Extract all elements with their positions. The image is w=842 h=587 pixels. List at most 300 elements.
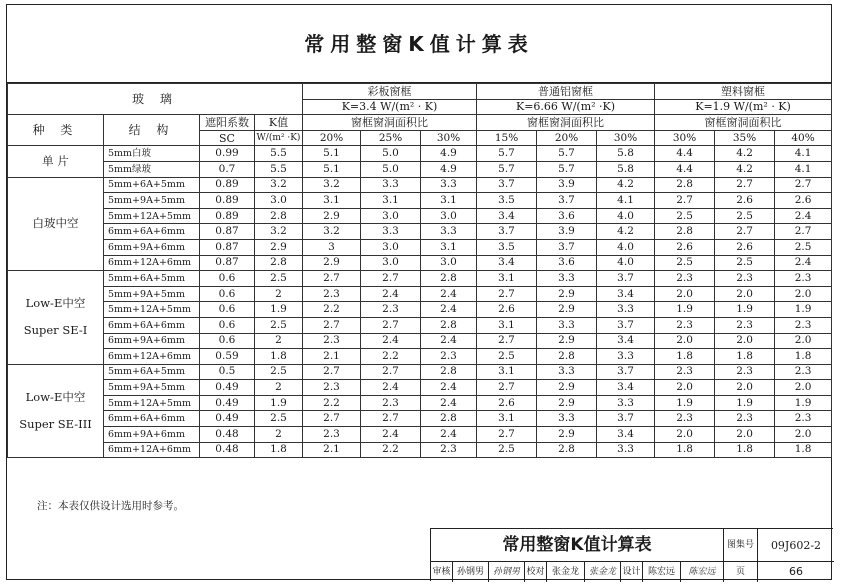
k-value-cell: 2.8 — [537, 349, 597, 365]
k-value-cell: 2.4 — [361, 427, 421, 443]
k-value-cell: 3.5 — [477, 193, 537, 209]
k-value-cell: 3.3 — [597, 349, 655, 365]
structure-cell: 5mm+12A+5mm — [104, 208, 200, 224]
k-value-cell: 3.3 — [597, 442, 655, 458]
structure-cell: 6mm+12A+6mm — [104, 255, 200, 271]
k-value-cell: 1.9 — [775, 395, 832, 411]
k-value-cell: 2.7 — [715, 177, 775, 193]
structure-cell: 6mm+6A+6mm — [104, 317, 200, 333]
k-value-cell: 3.1 — [361, 193, 421, 209]
k-value-cell: 1.8 — [715, 349, 775, 365]
ratio-cell: 30% — [655, 130, 715, 146]
k-value-cell: 1.8 — [715, 442, 775, 458]
structure-cell: 6mm+12A+6mm — [104, 442, 200, 458]
k-value-cell: 1.9 — [715, 395, 775, 411]
k-value-cell: 1.8 — [655, 349, 715, 365]
k-value-cell: 3.4 — [597, 333, 655, 349]
k-value-cell: 3.1 — [477, 317, 537, 333]
designer-signature: 陈宏远 — [681, 562, 724, 582]
k-value-cell: 2.7 — [655, 193, 715, 209]
glass-type-name: 白玻中空 — [32, 216, 79, 231]
k-value-cell: 2.0 — [775, 427, 832, 443]
k-value-cell: 2.6 — [477, 395, 537, 411]
k-value-cell: 2.7 — [477, 427, 537, 443]
structure-cell: 6mm+9A+6mm — [104, 333, 200, 349]
k-value-cell: 2.4 — [421, 427, 477, 443]
k-value-cell: 3.3 — [421, 224, 477, 240]
glass-type-subname: Super SE-III — [19, 416, 92, 431]
k-value-cell: 4.9 — [421, 146, 477, 162]
sc-cell: 0.89 — [200, 208, 255, 224]
title-block-title: 常用整窗K值计算表 — [431, 529, 724, 562]
type-header: 种 类 — [8, 115, 104, 146]
k-value-cell: 2.4 — [361, 380, 421, 396]
structure-cell: 5mm+9A+5mm — [104, 193, 200, 209]
k-cell: 2 — [255, 427, 303, 443]
glass-type-cell — [8, 364, 104, 458]
table-row — [8, 146, 832, 162]
k-value-cell: 3.3 — [537, 271, 597, 287]
sc-cell: 0.6 — [200, 271, 255, 287]
k-value-cell: 5.7 — [537, 161, 597, 177]
k-cell: 2.8 — [255, 255, 303, 271]
k-value-cell: 3.0 — [361, 255, 421, 271]
k-value-cell: 3.3 — [537, 364, 597, 380]
k-value-cell: 2.4 — [775, 208, 832, 224]
k-value-cell: 2.2 — [303, 395, 361, 411]
k-value-cell: 3.6 — [537, 208, 597, 224]
k-value-cell: 3.3 — [361, 224, 421, 240]
page-number: 66 — [789, 565, 803, 578]
k-value-cell: 3.7 — [597, 317, 655, 333]
k-value-cell: 3.4 — [477, 208, 537, 224]
k-value-cell: 3.1 — [477, 364, 537, 380]
structure-cell: 6mm+12A+6mm — [104, 349, 200, 365]
k-value-cell: 2.3 — [715, 411, 775, 427]
k-value-cell: 3.1 — [421, 239, 477, 255]
table-row — [8, 317, 832, 333]
sc-cell: 0.7 — [200, 161, 255, 177]
ratio-cell: 20% — [537, 130, 597, 146]
k-value-cell: 3.7 — [597, 271, 655, 287]
frame-k-aluminum: K=6.66 W/(m² ·K) — [477, 99, 655, 115]
k-value-cell: 2.3 — [715, 271, 775, 287]
table-row — [8, 302, 832, 318]
k-value-cell: 2.9 — [303, 208, 361, 224]
k-value-cell: 4.1 — [597, 193, 655, 209]
reviewer-name: 孙钢男 — [453, 562, 489, 582]
k-value-cell: 3.2 — [303, 224, 361, 240]
k-value-cell: 2.3 — [775, 317, 832, 333]
ratio-cell: 35% — [715, 130, 775, 146]
drawing-frame — [6, 4, 832, 580]
k-value-cell: 3.4 — [597, 286, 655, 302]
ratio-cell: 25% — [361, 130, 421, 146]
k-value-cell: 2.7 — [775, 177, 832, 193]
structure-cell: 6mm+9A+6mm — [104, 427, 200, 443]
k-value-cell: 2.3 — [303, 333, 361, 349]
table-row — [8, 349, 832, 365]
glass-type-cell — [8, 177, 104, 271]
k-cell: 1.9 — [255, 302, 303, 318]
k-label: K值 — [255, 115, 303, 131]
k-value-cell: 5.1 — [303, 146, 361, 162]
k-value-cell: 2.8 — [655, 224, 715, 240]
header-row-labels — [8, 115, 832, 131]
k-value-cell: 2.5 — [715, 208, 775, 224]
k-value-cell: 2.7 — [303, 364, 361, 380]
k-value-cell: 1.9 — [655, 395, 715, 411]
k-value-cell: 2.5 — [655, 255, 715, 271]
glass-header: 玻 璃 — [8, 84, 303, 115]
k-value-cell: 4.2 — [715, 146, 775, 162]
k-value-cell: 2.3 — [421, 442, 477, 458]
k-value-cell: 2.9 — [537, 380, 597, 396]
table-row — [8, 442, 832, 458]
k-value-cell: 2.9 — [537, 333, 597, 349]
k-value-cell: 3.4 — [597, 380, 655, 396]
table-row — [8, 177, 832, 193]
k-value-cell: 2.9 — [537, 395, 597, 411]
structure-cell: 5mm白玻 — [104, 146, 200, 162]
ratio-cell: 40% — [775, 130, 832, 146]
k-value-cell: 3.6 — [537, 255, 597, 271]
glass-type-name: 单 片 — [42, 153, 69, 168]
reviewer-signature: 孙钢男 — [489, 562, 525, 582]
check-label: 校对 — [525, 562, 547, 582]
sc-cell: 0.6 — [200, 317, 255, 333]
k-value-cell: 2.4 — [775, 255, 832, 271]
k-value-cell: 3.1 — [303, 193, 361, 209]
k-value-cell: 2.9 — [537, 302, 597, 318]
k-value-cell: 1.9 — [655, 302, 715, 318]
k-value-cell: 4.0 — [597, 239, 655, 255]
k-value-cell: 5.7 — [477, 146, 537, 162]
k-cell: 5.5 — [255, 161, 303, 177]
k-value-cell: 2.9 — [537, 427, 597, 443]
k-value-cell: 2.3 — [775, 364, 832, 380]
review-label: 审核 — [431, 562, 453, 582]
designer-name: 陈宏远 — [643, 562, 681, 582]
k-value-cell: 2.3 — [303, 427, 361, 443]
glass-type-subname: Super SE-I — [23, 323, 88, 338]
k-cell: 1.8 — [255, 442, 303, 458]
sc-cell: 0.49 — [200, 411, 255, 427]
k-value-cell: 3.5 — [477, 239, 537, 255]
k-value-cell: 4.9 — [421, 161, 477, 177]
k-value-cell: 4.4 — [655, 161, 715, 177]
k-cell: 2 — [255, 333, 303, 349]
sc-cell: 0.89 — [200, 177, 255, 193]
table-row — [8, 208, 832, 224]
table-row — [8, 255, 832, 271]
k-cell: 2.5 — [255, 271, 303, 287]
ratio-cell: 30% — [597, 130, 655, 146]
header-row-frames — [8, 84, 832, 100]
k-value-cell: 5.8 — [597, 161, 655, 177]
k-value-cell: 1.9 — [775, 302, 832, 318]
k-value-cell: 3.3 — [597, 395, 655, 411]
k-value-cell: 2.4 — [361, 286, 421, 302]
k-value-cell: 3.3 — [361, 177, 421, 193]
footnote: 注：本表仅供设计选用时参考。 — [37, 500, 184, 512]
k-value-cell: 2.9 — [537, 286, 597, 302]
table-row — [8, 239, 832, 255]
ratio-cell: 30% — [421, 130, 477, 146]
k-cell: 2.5 — [255, 364, 303, 380]
k-value-cell: 2.3 — [655, 271, 715, 287]
k-value-cell: 4.1 — [775, 161, 832, 177]
table-row — [8, 224, 832, 240]
checker-name: 张金龙 — [547, 562, 585, 582]
ratio-label: 窗框窗洞面积比 — [655, 115, 832, 131]
table-row — [8, 395, 832, 411]
k-value-cell: 2.2 — [361, 349, 421, 365]
k-value-cell: 2.4 — [421, 395, 477, 411]
atlas-number: 09J602-2 — [758, 529, 834, 562]
k-value-cell: 2.3 — [303, 380, 361, 396]
sc-cell: 0.6 — [200, 302, 255, 318]
k-value-cell: 2.7 — [303, 411, 361, 427]
k-value-cell: 3.3 — [537, 317, 597, 333]
sc-label: 遮阳系数 — [200, 115, 255, 131]
k-value-cell: 4.4 — [655, 146, 715, 162]
k-value-cell: 2.7 — [361, 271, 421, 287]
glass-type-cell — [8, 146, 104, 177]
k-value-cell: 3.7 — [477, 177, 537, 193]
k-value-cell: 4.2 — [715, 161, 775, 177]
k-value-cell: 2.6 — [477, 302, 537, 318]
k-value-cell: 2.2 — [361, 442, 421, 458]
k-value-cell: 2.2 — [303, 302, 361, 318]
k-value-cell: 2.8 — [421, 271, 477, 287]
structure-cell: 5mm+12A+5mm — [104, 302, 200, 318]
k-value-cell: 3.7 — [537, 193, 597, 209]
table-row — [8, 364, 832, 380]
k-value-cell: 3.7 — [537, 239, 597, 255]
k-unit: W/(m² ·K) — [255, 130, 303, 146]
k-value-cell: 2.5 — [715, 255, 775, 271]
k-value-cell: 1.8 — [655, 442, 715, 458]
k-value-cell: 2.7 — [303, 271, 361, 287]
k-value-cell: 2.5 — [775, 239, 832, 255]
k-value-cell: 2.4 — [361, 333, 421, 349]
frame-name-plastic: 塑料窗框 — [655, 84, 832, 100]
k-value-cell: 3.0 — [361, 208, 421, 224]
k-value-cell: 3.9 — [537, 177, 597, 193]
k-value-cell: 3.9 — [537, 224, 597, 240]
structure-cell: 5mm+6A+5mm — [104, 364, 200, 380]
k-value-cell: 3.2 — [303, 177, 361, 193]
k-value-cell: 2.0 — [775, 333, 832, 349]
k-value-cell: 3.7 — [597, 364, 655, 380]
sc-cell: 0.87 — [200, 255, 255, 271]
k-value-cell: 1.8 — [775, 349, 832, 365]
checker-signature: 张金龙 — [585, 562, 621, 582]
k-value-cell: 5.1 — [303, 161, 361, 177]
title-block-signatures — [431, 562, 834, 582]
k-cell: 3.2 — [255, 224, 303, 240]
k-cell: 1.8 — [255, 349, 303, 365]
frame-name-aluminum: 普通铝窗框 — [477, 84, 655, 100]
k-value-cell: 4.2 — [597, 224, 655, 240]
k-value-cell: 2.5 — [477, 349, 537, 365]
k-value-cell: 2.3 — [361, 302, 421, 318]
table-row — [8, 411, 832, 427]
frame-k-plastic: K=1.9 W/(m² · K) — [655, 99, 832, 115]
frame-name-color-steel: 彩板窗框 — [303, 84, 477, 100]
structure-cell: 5mm+6A+5mm — [104, 177, 200, 193]
table-row — [8, 333, 832, 349]
k-value-cell: 2.3 — [655, 317, 715, 333]
k-value-cell: 2.0 — [715, 380, 775, 396]
k-value-cell: 4.0 — [597, 208, 655, 224]
ratio-label: 窗框窗洞面积比 — [303, 115, 477, 131]
k-cell: 2 — [255, 380, 303, 396]
k-cell: 2.5 — [255, 317, 303, 333]
title-block — [430, 528, 833, 581]
k-cell: 2 — [255, 286, 303, 302]
sc-cell: 0.48 — [200, 427, 255, 443]
page-title: 常用整窗K值计算表 — [7, 5, 831, 83]
k-value-cell: 2.3 — [421, 349, 477, 365]
k-value-cell: 2.7 — [477, 286, 537, 302]
structure-cell: 6mm+6A+6mm — [104, 224, 200, 240]
k-value-cell: 2.7 — [361, 317, 421, 333]
k-value-cell: 2.3 — [655, 364, 715, 380]
k-value-cell: 3.0 — [421, 255, 477, 271]
k-value-cell: 2.8 — [655, 177, 715, 193]
sc-cell: 0.5 — [200, 364, 255, 380]
atlas-label: 图集号 — [724, 529, 758, 562]
sc-cell: 0.87 — [200, 224, 255, 240]
k-value-cell: 3.4 — [597, 427, 655, 443]
sc-cell: 0.6 — [200, 333, 255, 349]
k-value-cell: 2.7 — [361, 411, 421, 427]
k-value-cell: 3.3 — [597, 302, 655, 318]
k-cell: 2.5 — [255, 411, 303, 427]
k-value-cell: 2.0 — [775, 380, 832, 396]
k-value-cell: 3.3 — [537, 411, 597, 427]
k-value-cell: 2.0 — [655, 286, 715, 302]
k-value-cell: 3.3 — [421, 177, 477, 193]
k-value-cell: 2.0 — [775, 286, 832, 302]
sc-cell: 0.59 — [200, 349, 255, 365]
structure-cell: 5mm+12A+5mm — [104, 395, 200, 411]
k-cell: 1.9 — [255, 395, 303, 411]
table-row — [8, 161, 832, 177]
k-value-cell: 2.8 — [537, 442, 597, 458]
k-value-cell: 2.9 — [303, 255, 361, 271]
k-value-cell: 2.3 — [715, 317, 775, 333]
k-value-cell: 2.7 — [775, 224, 832, 240]
k-value-cell: 2.1 — [303, 349, 361, 365]
structure-cell: 6mm+9A+6mm — [104, 239, 200, 255]
k-value-cell: 2.8 — [421, 364, 477, 380]
k-value-cell: 2.6 — [775, 193, 832, 209]
table-row — [8, 286, 832, 302]
k-value-cell: 2.3 — [715, 364, 775, 380]
k-value-cell: 3.1 — [477, 411, 537, 427]
ratio-cell: 15% — [477, 130, 537, 146]
k-value-cell: 2.0 — [715, 333, 775, 349]
k-value-cell: 1.8 — [775, 442, 832, 458]
design-label: 设计 — [621, 562, 643, 582]
k-value-cell: 2.8 — [421, 317, 477, 333]
k-value-cell: 2.4 — [421, 302, 477, 318]
k-value-cell: 3.7 — [597, 411, 655, 427]
structure-cell: 5mm绿玻 — [104, 161, 200, 177]
k-value-cell: 2.3 — [361, 395, 421, 411]
k-value-cell: 2.1 — [303, 442, 361, 458]
table-row — [8, 193, 832, 209]
k-value-cell: 2.7 — [715, 224, 775, 240]
k-cell: 2.8 — [255, 208, 303, 224]
k-cell: 3.2 — [255, 177, 303, 193]
k-value-cell: 2.4 — [421, 333, 477, 349]
k-value-cell: 3.1 — [421, 193, 477, 209]
structure-header: 结 构 — [104, 115, 200, 146]
k-value-cell: 2.3 — [303, 286, 361, 302]
k-value-cell: 2.8 — [421, 411, 477, 427]
structure-cell: 6mm+6A+6mm — [104, 411, 200, 427]
glass-type-cell — [8, 271, 104, 365]
k-cell: 3.0 — [255, 193, 303, 209]
k-value-cell: 3.4 — [477, 255, 537, 271]
structure-cell: 5mm+9A+5mm — [104, 286, 200, 302]
k-value-cell: 5.0 — [361, 146, 421, 162]
k-value-cell: 5.7 — [537, 146, 597, 162]
k-value-cell: 2.3 — [655, 411, 715, 427]
page-label: 页 — [724, 562, 758, 582]
k-cell: 2.9 — [255, 239, 303, 255]
k-value-cell: 2.6 — [715, 193, 775, 209]
frame-k-color-steel: K=3.4 W/(m² · K) — [303, 99, 477, 115]
structure-cell: 5mm+9A+5mm — [104, 380, 200, 396]
ratio-label: 窗框窗洞面积比 — [477, 115, 655, 131]
k-value-cell: 2.4 — [421, 286, 477, 302]
ratio-cell: 20% — [303, 130, 361, 146]
k-value-cell: 3.0 — [361, 239, 421, 255]
k-value-cell: 2.6 — [715, 239, 775, 255]
sc-cell: 0.89 — [200, 193, 255, 209]
k-value-cell: 2.7 — [477, 333, 537, 349]
k-value-cell: 2.3 — [775, 271, 832, 287]
k-value-cell: 2.0 — [655, 427, 715, 443]
sc-unit: SC — [200, 130, 255, 146]
k-value-cell: 5.0 — [361, 161, 421, 177]
k-value-cell: 2.6 — [655, 239, 715, 255]
k-value-cell: 3.1 — [477, 271, 537, 287]
k-value-cell: 5.7 — [477, 161, 537, 177]
k-value-cell: 3.7 — [477, 224, 537, 240]
k-value-cell: 5.8 — [597, 146, 655, 162]
table-row — [8, 427, 832, 443]
structure-cell: 5mm+6A+5mm — [104, 271, 200, 287]
k-value-cell: 2.5 — [477, 442, 537, 458]
k-value-cell: 2.0 — [655, 380, 715, 396]
k-value-cell: 2.0 — [655, 333, 715, 349]
sc-cell: 0.87 — [200, 239, 255, 255]
k-value-cell: 2.7 — [477, 380, 537, 396]
table-row — [8, 271, 832, 287]
k-value-cell: 2.4 — [421, 380, 477, 396]
k-value-cell: 4.0 — [597, 255, 655, 271]
k-value-cell: 3.0 — [421, 208, 477, 224]
k-value-cell: 4.1 — [775, 146, 832, 162]
k-value-cell: 2.3 — [775, 411, 832, 427]
k-value-cell: 1.9 — [715, 302, 775, 318]
